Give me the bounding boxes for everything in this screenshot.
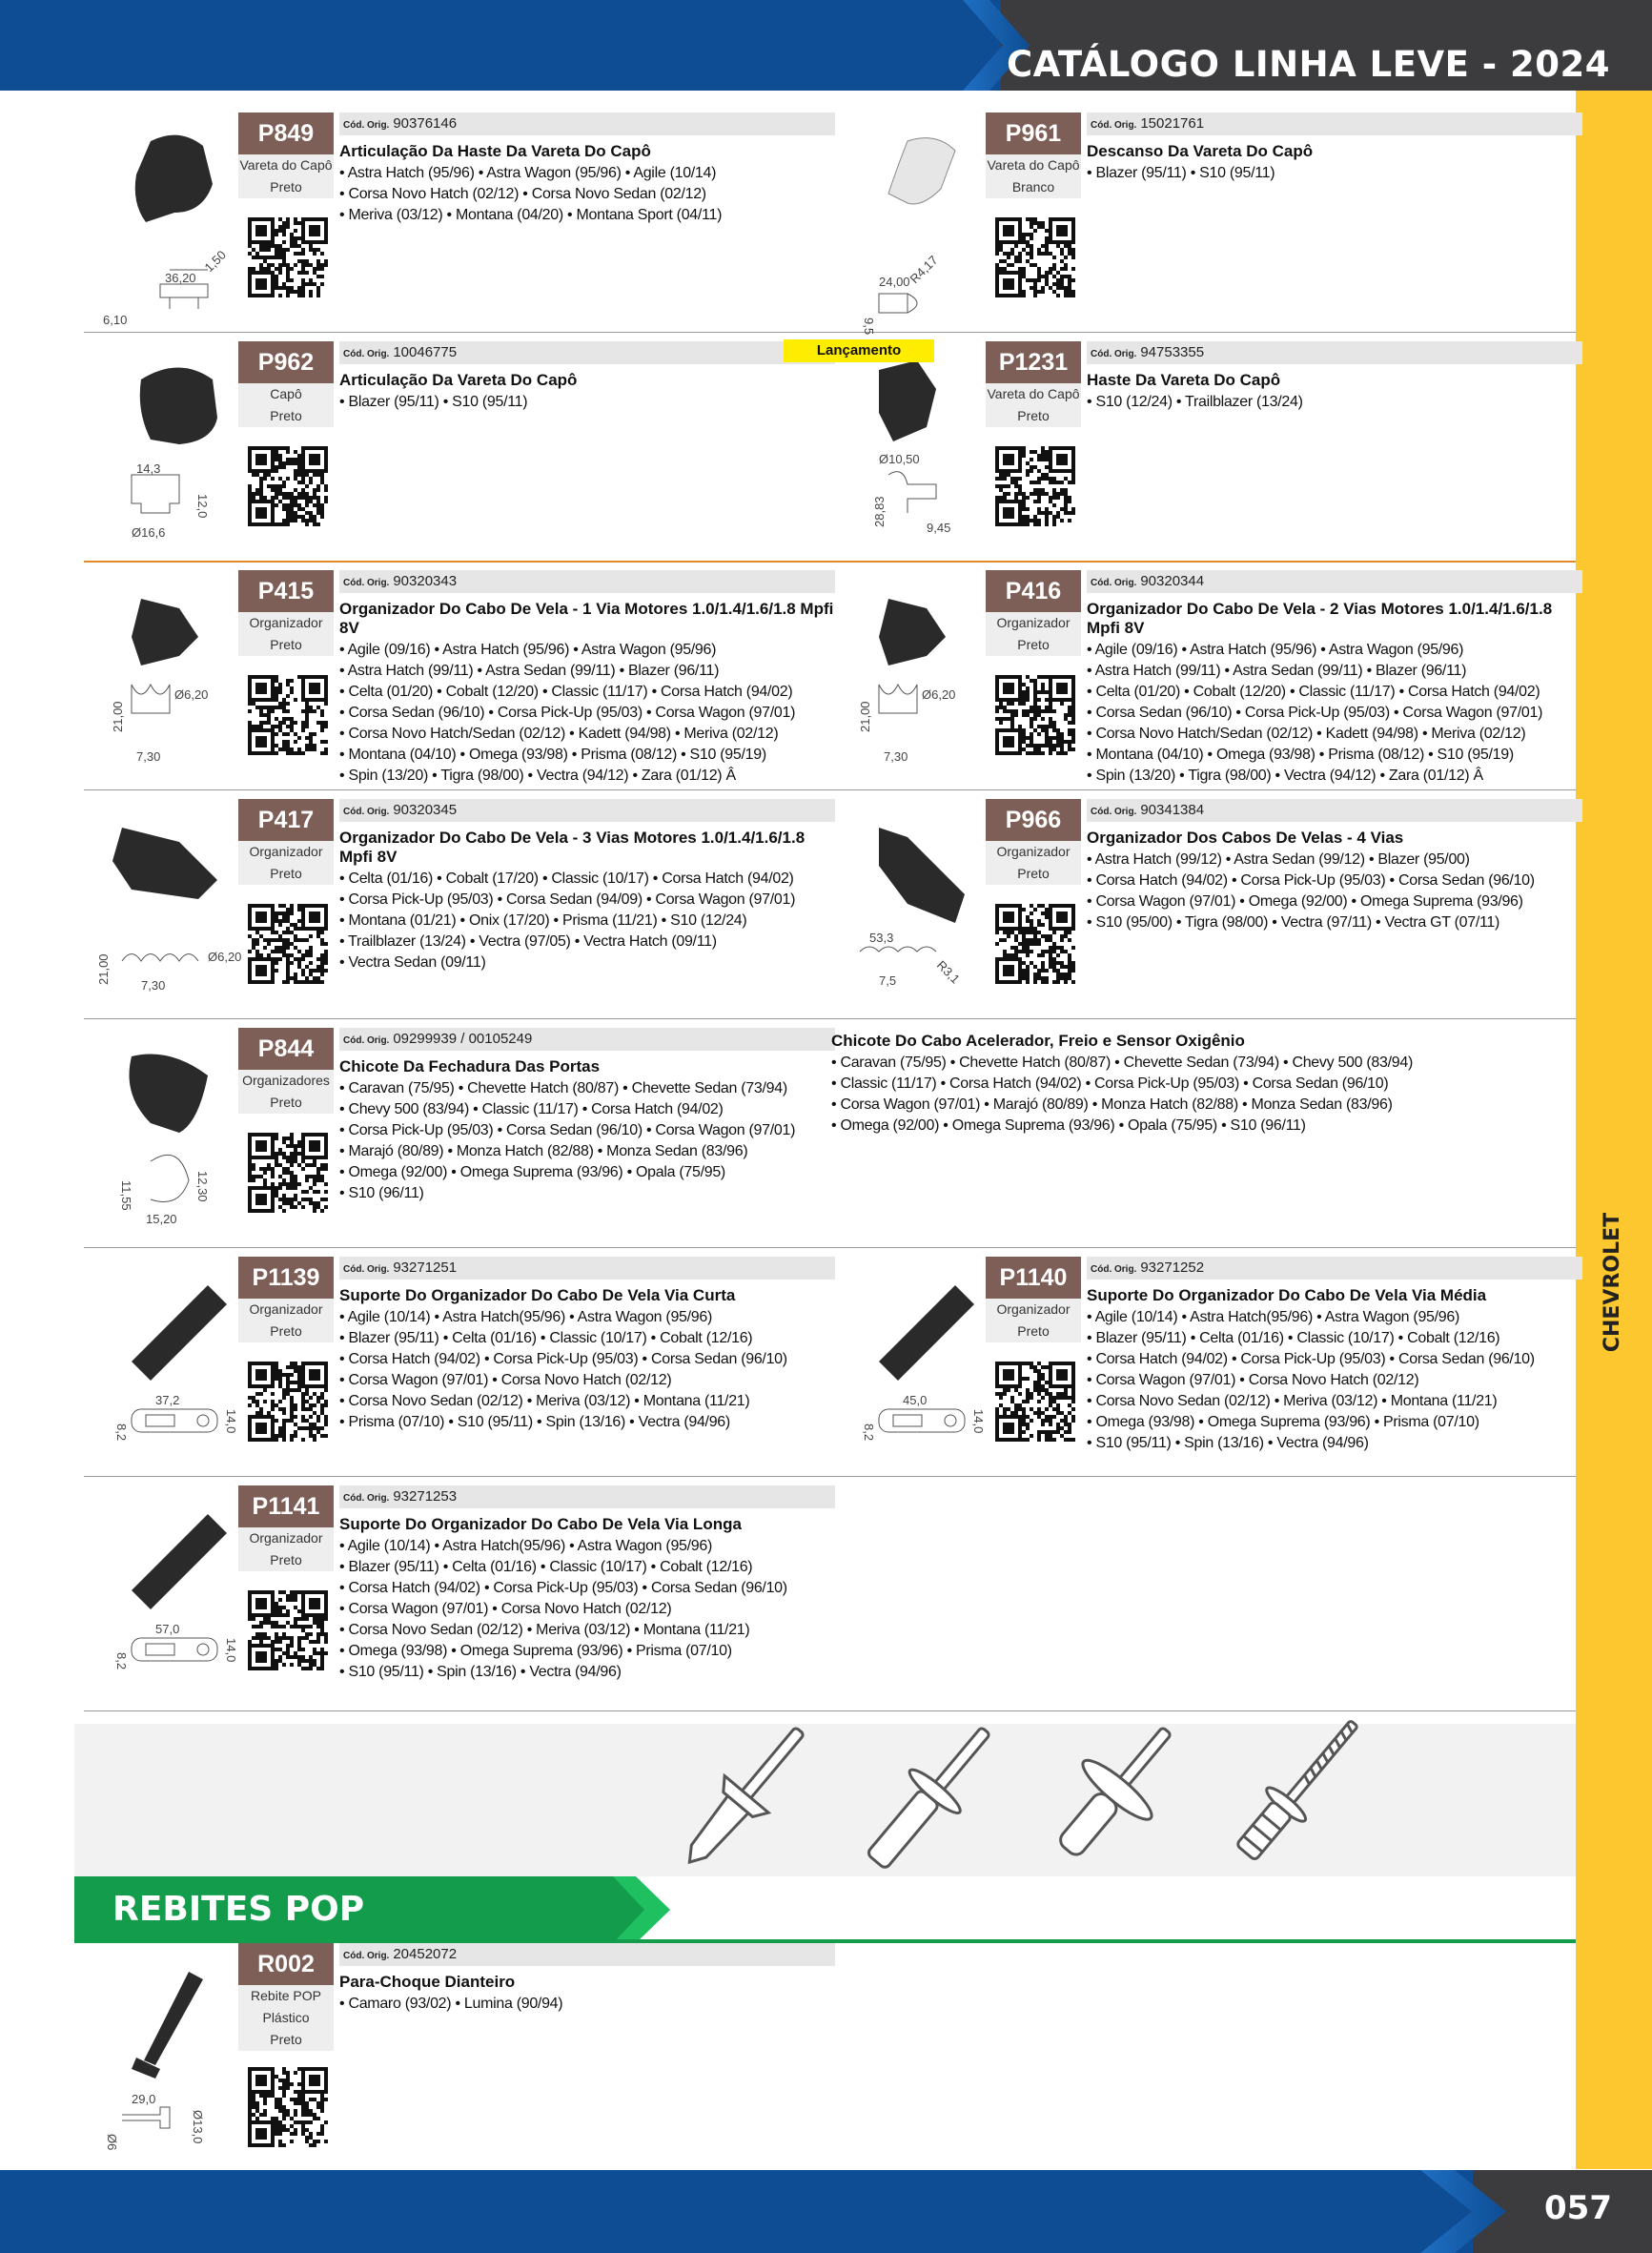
application-line: • Blazer (95/11) • Celta (01/16) • Classic (10/17) • Cobalt (12/16) xyxy=(339,1559,753,1575)
qr-code-icon[interactable] xyxy=(995,904,1075,984)
product-title: Suporte Do Organizador Do Cabo De Vela Via Média xyxy=(1087,1286,1487,1304)
dimension-label: 14,3 xyxy=(136,461,161,476)
application-line: • Corsa Sedan (96/10) • Corsa Pick-Up (95/03) • Corsa Wagon (97/01) xyxy=(1087,705,1543,721)
product-title: Organizador Do Cabo De Vela - 2 Vias Motores 1.0/1.4/1.6/1.8 Mpfi 8V xyxy=(1087,600,1553,637)
header-bar xyxy=(0,0,1652,91)
dimension-label: Ø6,20 xyxy=(208,950,242,964)
original-code-bar xyxy=(1087,341,1582,364)
original-code-bar xyxy=(339,1485,835,1508)
product-card[interactable] xyxy=(84,1485,835,1705)
application-line: • Spin (13/20) • Tigra (98/00) • Vectra (94/12) • Zara (01/12) Â xyxy=(339,768,736,784)
application-line: • Montana (01/21) • Onix (17/20) • Prisma (11/21) • S10 (12/24) xyxy=(339,912,747,929)
dimension-label: 9,45 xyxy=(927,521,951,535)
application-line: • Corsa Novo Hatch (02/12) • Corsa Novo Sedan (02/12) xyxy=(339,186,706,202)
dimension-label: 7,30 xyxy=(141,978,166,993)
dimension-label: Ø6,20 xyxy=(922,687,956,702)
product-title: Organizador Do Cabo De Vela - 1 Via Motores 1.0/1.4/1.6/1.8 Mpfi 8V xyxy=(339,600,834,637)
product-category: Organizador xyxy=(249,615,323,630)
product-applications xyxy=(339,869,835,973)
product-category: Organizador xyxy=(996,1301,1071,1317)
dimension-label: 24,00 xyxy=(879,275,910,289)
orig-label: Cód. Orig. xyxy=(343,120,390,131)
dimension-label: 7,5 xyxy=(879,973,897,988)
product-title: Descanso Da Vareta Do Capô xyxy=(1087,142,1314,160)
application-line: • S10 (95/00) • Tigra (98/00) • Vectra (97/11) • Vectra GT (07/11) xyxy=(1087,914,1500,931)
application-line: • Omega (92/00) • Omega Suprema (93/96) • Opala (75/95) • S10 (96/11) xyxy=(831,1117,1306,1134)
product-color: Preto xyxy=(1017,1323,1050,1339)
application-line: • Corsa Wagon (97/01) • Omega (92/00) • Omega Suprema (93/96) xyxy=(1087,893,1523,910)
product-card[interactable] xyxy=(831,113,1582,336)
original-code-bar xyxy=(339,570,835,593)
dimension-label: 12,0 xyxy=(195,494,210,519)
original-code-bar xyxy=(339,1028,835,1051)
product-color: Preto xyxy=(270,1323,302,1339)
dimension-label: 45,0 xyxy=(903,1393,928,1407)
product-applications xyxy=(339,1307,835,1433)
product-badge xyxy=(238,1485,334,1571)
product-color: Preto xyxy=(270,1095,302,1110)
application-line: • Chevy 500 (83/94) • Classic (11/17) • Corsa Hatch (94/02) xyxy=(339,1101,724,1117)
application-line: • Classic (11/17) • Corsa Hatch (94/02) • Corsa Pick-Up (95/03) • Corsa Sedan (96/10) xyxy=(831,1075,1389,1092)
orig-label: Cód. Orig. xyxy=(343,349,390,359)
chicote-block xyxy=(831,1028,1575,1247)
product-color: Preto xyxy=(270,179,302,195)
application-line: • Camaro (93/02) • Lumina (90/94) xyxy=(339,1996,563,2012)
orig-label: Cód. Orig. xyxy=(343,1035,390,1046)
dimension-label: 6,10 xyxy=(103,313,128,327)
qr-code-icon[interactable] xyxy=(995,217,1075,297)
product-category: Organizador xyxy=(996,615,1071,630)
application-line: • Corsa Hatch (94/02) • Corsa Pick-Up (95/03) • Corsa Sedan (96/10) xyxy=(339,1351,787,1367)
product-badge xyxy=(986,341,1081,427)
dimension-label: 21,00 xyxy=(858,701,872,732)
application-line: • Omega (92/00) • Omega Suprema (93/96) • Opala (75/95) xyxy=(339,1164,725,1180)
product-applications xyxy=(339,392,835,413)
qr-code-icon[interactable] xyxy=(248,2067,328,2147)
application-line: • Corsa Novo Sedan (02/12) • Meriva (03/12) • Montana (11/21) xyxy=(339,1622,750,1638)
orig-label: Cód. Orig. xyxy=(343,1493,390,1504)
dimension-label: 7,30 xyxy=(136,749,161,764)
row-divider xyxy=(84,332,1576,333)
application-line: • Blazer (95/11) • S10 (95/11) xyxy=(1087,165,1275,181)
dimension-label: 14,0 xyxy=(971,1409,986,1434)
original-code-bar xyxy=(339,341,835,364)
row-divider xyxy=(84,1018,1576,1019)
original-code: 90320343 xyxy=(393,573,458,589)
application-line: • Agile (09/16) • Astra Hatch (95/96) • Astra Wagon (95/96) xyxy=(1087,642,1464,658)
application-line: • Meriva (03/12) • Montana (04/20) • Montana Sport (04/11) xyxy=(339,207,723,223)
application-line: • Astra Hatch (99/12) • Astra Sedan (99/12) • Blazer (95/00) xyxy=(1087,851,1470,868)
product-badge xyxy=(986,1257,1081,1342)
application-line: • Corsa Pick-Up (95/03) • Corsa Sedan (96/10) • Corsa Wagon (97/01) xyxy=(339,1122,796,1138)
application-line: • Corsa Sedan (96/10) • Corsa Pick-Up (95/03) • Corsa Wagon (97/01) xyxy=(339,705,796,721)
dimension-label: 15,20 xyxy=(146,1212,177,1226)
product-card[interactable] xyxy=(84,1943,835,2162)
orig-label: Cód. Orig. xyxy=(343,578,390,588)
original-code-bar xyxy=(339,1943,835,1966)
dimension-label: Ø13,0 xyxy=(191,2110,205,2144)
application-line: • Spin (13/20) • Tigra (98/00) • Vectra (94/12) • Zara (01/12) Â xyxy=(1087,768,1483,784)
original-code: 93271252 xyxy=(1140,1260,1205,1276)
orig-label: Cód. Orig. xyxy=(1091,349,1137,359)
application-line: • Blazer (95/11) • Celta (01/16) • Classic (10/17) • Cobalt (12/16) xyxy=(1087,1330,1500,1346)
rivet-illustration-band xyxy=(74,1724,1576,1876)
product-subcategory: Plástico xyxy=(262,2010,310,2025)
original-code: 09299939 / 00105249 xyxy=(393,1031,533,1047)
product-color: Preto xyxy=(1017,637,1050,652)
product-code: P1231 xyxy=(986,341,1081,383)
application-line: • S10 (95/11) • Spin (13/16) • Vectra (94/96) xyxy=(1087,1435,1369,1451)
rivets-illustration xyxy=(74,1724,1576,1876)
product-applications xyxy=(1087,850,1582,933)
product-card[interactable] xyxy=(831,1257,1582,1476)
dimension-label: 14,0 xyxy=(224,1638,238,1663)
dimension-label: 53,3 xyxy=(869,931,894,945)
product-code: P966 xyxy=(986,799,1081,841)
application-line: • Omega (93/98) • Omega Suprema (93/96) • Prisma (07/10) xyxy=(1087,1414,1479,1430)
dimension-label: R4,17 xyxy=(907,252,941,287)
application-line: • Marajó (80/89) • Monza Hatch (82/88) • Monza Sedan (83/96) xyxy=(339,1143,748,1159)
original-code: 90320344 xyxy=(1140,573,1205,589)
dimension-label: 8,2 xyxy=(114,1652,129,1670)
product-title: Suporte Do Organizador Do Cabo De Vela Via Curta xyxy=(339,1286,736,1304)
dimension-label: 36,20 xyxy=(165,271,196,285)
product-title: Articulação Da Vareta Do Capô xyxy=(339,371,578,389)
dimension-label: 11,55 xyxy=(119,1180,133,1211)
original-code: 93271253 xyxy=(393,1488,458,1505)
dimension-label: Ø10,50 xyxy=(879,452,920,466)
orig-label: Cód. Orig. xyxy=(1091,1264,1137,1275)
application-line: • Corsa Wagon (97/01) • Corsa Novo Hatch (02/12) xyxy=(339,1601,672,1617)
product-card[interactable] xyxy=(84,341,835,561)
original-code: 94753355 xyxy=(1140,344,1205,360)
qr-code-icon[interactable] xyxy=(248,1362,328,1442)
product-badge xyxy=(986,799,1081,885)
product-badge xyxy=(238,113,334,198)
dimension-label: 37,2 xyxy=(155,1393,180,1407)
product-code: R002 xyxy=(238,1943,334,1985)
product-code: P417 xyxy=(238,799,334,841)
orig-label: Cód. Orig. xyxy=(1091,578,1137,588)
qr-code-icon[interactable] xyxy=(995,446,1075,526)
dimension-label: 29,0 xyxy=(132,2092,156,2106)
application-line: • Blazer (95/11) • Celta (01/16) • Classic (10/17) • Cobalt (12/16) xyxy=(339,1330,753,1346)
product-applications xyxy=(339,640,835,787)
product-category: Vareta do Capô xyxy=(239,157,333,173)
product-badge xyxy=(238,341,334,427)
dimension-label: 8,2 xyxy=(114,1423,129,1442)
row-divider xyxy=(84,789,1576,790)
application-line: • Celta (01/20) • Cobalt (12/20) • Classic (11/17) • Corsa Hatch (94/02) xyxy=(1087,684,1540,700)
product-applications xyxy=(339,163,835,226)
product-category: Rebite POP xyxy=(251,1988,321,2003)
application-line: • Astra Hatch (95/96) • Astra Wagon (95/96) • Agile (10/14) xyxy=(339,165,717,181)
product-color: Preto xyxy=(270,1552,302,1567)
orig-label: Cód. Orig. xyxy=(343,1264,390,1275)
application-line: • Corsa Novo Sedan (02/12) • Meriva (03/12) • Montana (11/21) xyxy=(1087,1393,1498,1409)
product-card[interactable] xyxy=(84,1257,835,1476)
qr-code-icon[interactable] xyxy=(995,1362,1075,1442)
original-code-bar xyxy=(1087,799,1582,822)
orig-label: Cód. Orig. xyxy=(343,1951,390,1961)
product-code: P961 xyxy=(986,113,1081,154)
application-line: • S10 (96/11) xyxy=(339,1185,424,1201)
product-applications xyxy=(339,1078,835,1204)
product-card[interactable] xyxy=(84,1028,835,1247)
dimension-label: 7,30 xyxy=(884,749,908,764)
product-category: Organizador xyxy=(249,844,323,859)
product-applications xyxy=(339,1994,835,2015)
product-category: Organizador xyxy=(249,1530,323,1546)
product-title: Haste Da Vareta Do Capô xyxy=(1087,371,1281,389)
product-code: P1139 xyxy=(238,1257,334,1299)
product-applications xyxy=(1087,1307,1582,1454)
product-card[interactable] xyxy=(84,799,835,1018)
product-applications xyxy=(831,1053,1575,1137)
qr-code-icon[interactable] xyxy=(248,904,328,984)
product-category: Vareta do Capô xyxy=(987,157,1080,173)
product-title: Organizador Do Cabo De Vela - 3 Vias Motores 1.0/1.4/1.6/1.8 Mpfi 8V xyxy=(339,829,806,866)
product-category: Capô xyxy=(270,386,302,401)
product-category: Organizadores xyxy=(242,1073,330,1088)
application-line: • Omega (93/98) • Omega Suprema (93/96) • Prisma (07/10) xyxy=(339,1643,732,1659)
original-code: 90376146 xyxy=(393,115,458,132)
original-code: 90341384 xyxy=(1140,802,1205,818)
application-line: • Celta (01/16) • Cobalt (17/20) • Classic (10/17) • Corsa Hatch (94/02) xyxy=(339,870,794,887)
brand-label: CHEVROLET xyxy=(1601,1212,1624,1353)
product-code: P416 xyxy=(986,570,1081,612)
application-line: • Vectra Sedan (09/11) xyxy=(339,954,486,971)
application-line: • Corsa Hatch (94/02) • Corsa Pick-Up (95/03) • Corsa Sedan (96/10) xyxy=(1087,1351,1535,1367)
product-badge xyxy=(238,799,334,885)
section-banner-rebites xyxy=(74,1876,670,1943)
product-applications xyxy=(1087,640,1582,787)
product-title: Suporte Do Organizador Do Cabo De Vela Via Longa xyxy=(339,1515,742,1533)
product-badge xyxy=(986,113,1081,198)
product-code: P415 xyxy=(238,570,334,612)
application-line: • S10 (95/11) • Spin (13/16) • Vectra (94/96) xyxy=(339,1664,622,1680)
application-line: • Celta (01/20) • Cobalt (12/20) • Classic (11/17) • Corsa Hatch (94/02) xyxy=(339,684,793,700)
page-number: 057 xyxy=(1544,2189,1612,2227)
application-line: • Agile (10/14) • Astra Hatch(95/96) • Astra Wagon (95/96) xyxy=(339,1538,713,1554)
product-badge xyxy=(238,570,334,656)
product-color: Preto xyxy=(270,637,302,652)
product-applications xyxy=(1087,163,1582,184)
product-code: P844 xyxy=(238,1028,334,1070)
original-code: 90320345 xyxy=(393,802,458,818)
launch-badge: Lançamento xyxy=(784,339,934,362)
product-card[interactable] xyxy=(816,341,1582,561)
application-line: • Corsa Pick-Up (95/03) • Corsa Sedan (94/09) • Corsa Wagon (97/01) xyxy=(339,891,796,908)
footer-bar xyxy=(0,2170,1652,2253)
product-applications xyxy=(339,1536,835,1683)
product-badge xyxy=(986,570,1081,656)
dimension-label: 14,0 xyxy=(224,1409,238,1434)
product-code: P849 xyxy=(238,113,334,154)
product-card[interactable] xyxy=(84,113,835,332)
application-line: • Montana (04/10) • Omega (93/98) • Prisma (08/12) • S10 (95/19) xyxy=(339,747,766,763)
product-badge xyxy=(238,1257,334,1342)
qr-code-icon[interactable] xyxy=(248,1133,328,1213)
product-color: Preto xyxy=(270,866,302,881)
application-line: • Montana (04/10) • Omega (93/98) • Prisma (08/12) • S10 (95/19) xyxy=(1087,747,1514,763)
product-title: Chicote Do Cabo Acelerador, Freio e Sensor Oxigênio xyxy=(831,1032,1245,1050)
product-card[interactable] xyxy=(831,799,1582,1018)
application-line: • Corsa Novo Sedan (02/12) • Meriva (03/12) • Montana (11/21) xyxy=(339,1393,750,1409)
qr-code-icon[interactable] xyxy=(248,1590,328,1670)
original-code-bar xyxy=(339,1257,835,1280)
product-category: Vareta do Capô xyxy=(987,386,1080,401)
application-line: • Corsa Novo Hatch/Sedan (02/12) • Kadett (94/98) • Meriva (02/12) xyxy=(339,726,779,742)
dimension-label: 21,00 xyxy=(111,701,125,732)
dimension-label: Ø16,6 xyxy=(132,525,166,540)
section-title: REBITES POP xyxy=(112,1890,365,1929)
product-badge xyxy=(238,1028,334,1114)
product-title: Organizador Dos Cabos De Velas - 4 Vias xyxy=(1087,829,1404,847)
application-line: • Astra Hatch (99/11) • Astra Sedan (99/11) • Blazer (96/11) xyxy=(1087,663,1467,679)
product-applications xyxy=(1087,392,1582,413)
product-code: P1140 xyxy=(986,1257,1081,1299)
row-divider xyxy=(84,1710,1576,1711)
orig-label: Cód. Orig. xyxy=(1091,120,1137,131)
dimension-label: R3,1 xyxy=(933,957,963,987)
original-code: 93271251 xyxy=(393,1260,458,1276)
application-line: • Prisma (07/10) • S10 (95/11) • Spin (13/16) • Vectra (94/96) xyxy=(339,1414,730,1430)
product-title: Para-Choque Dianteiro xyxy=(339,1973,516,1991)
application-line: • Agile (10/14) • Astra Hatch(95/96) • Astra Wagon (95/96) xyxy=(339,1309,713,1325)
product-color: Preto xyxy=(270,408,302,423)
dimension-label: 9,5 xyxy=(862,317,876,336)
product-color: Preto xyxy=(270,2032,302,2047)
product-title: Chicote Da Fechadura Das Portas xyxy=(339,1057,601,1075)
product-code: P962 xyxy=(238,341,334,383)
dimension-label: 21,00 xyxy=(96,953,111,985)
orig-label: Cód. Orig. xyxy=(343,807,390,817)
brand-sidebar xyxy=(1576,91,1652,2169)
product-color: Branco xyxy=(1011,179,1055,195)
dimension-label: Ø6,20 xyxy=(174,687,209,702)
application-line: • Corsa Hatch (94/02) • Corsa Pick-Up (95/03) • Corsa Sedan (96/10) xyxy=(1087,872,1535,889)
product-category: Organizador xyxy=(249,1301,323,1317)
application-line: • Caravan (75/95) • Chevette Hatch (80/87) • Chevette Sedan (73/94) • Chevy 500 (83/94) xyxy=(831,1055,1413,1071)
qr-code-icon[interactable] xyxy=(248,217,328,297)
application-line: • Agile (09/16) • Astra Hatch (95/96) • Astra Wagon (95/96) xyxy=(339,642,717,658)
qr-code-icon[interactable] xyxy=(248,446,328,526)
dimension-label: 12,30 xyxy=(195,1171,210,1202)
application-line: • Astra Hatch (99/11) • Astra Sedan (99/11) • Blazer (96/11) xyxy=(339,663,720,679)
original-code: 15021761 xyxy=(1140,115,1205,132)
product-card[interactable] xyxy=(84,570,835,789)
row-divider xyxy=(84,561,1576,563)
dimension-label: Ø6 xyxy=(105,2134,119,2151)
catalog-title: CATÁLOGO LINHA LEVE - 2024 xyxy=(1007,44,1610,85)
product-code: P1141 xyxy=(238,1485,334,1527)
dimension-label: 8,2 xyxy=(862,1423,876,1442)
row-divider xyxy=(84,1476,1576,1477)
application-line: • Blazer (95/11) • S10 (95/11) xyxy=(339,394,528,410)
application-line: • Corsa Novo Hatch/Sedan (02/12) • Kadett (94/98) • Meriva (02/12) xyxy=(1087,726,1526,742)
original-code-bar xyxy=(1087,570,1582,593)
application-line: • S10 (12/24) • Trailblazer (13/24) xyxy=(1087,394,1303,410)
original-code-bar xyxy=(1087,113,1582,135)
application-line: • Corsa Wagon (97/01) • Marajó (80/89) • Monza Hatch (82/88) • Monza Sedan (83/96) xyxy=(831,1096,1393,1113)
application-line: • Trailblazer (13/24) • Vectra (97/05) • Vectra Hatch (09/11) xyxy=(339,933,717,950)
original-code-bar xyxy=(339,799,835,822)
product-category: Organizador xyxy=(996,844,1071,859)
original-code: 20452072 xyxy=(393,1946,458,1962)
application-line: • Agile (10/14) • Astra Hatch(95/96) • Astra Wagon (95/96) xyxy=(1087,1309,1460,1325)
original-code-bar xyxy=(339,113,835,135)
application-line: • Corsa Wagon (97/01) • Corsa Novo Hatch (02/12) xyxy=(1087,1372,1419,1388)
product-card[interactable] xyxy=(831,570,1582,789)
row-divider xyxy=(84,1247,1576,1248)
original-code-bar xyxy=(1087,1257,1582,1280)
product-color: Preto xyxy=(1017,866,1050,881)
dimension-label: 1,50 xyxy=(201,247,230,276)
application-line: • Corsa Wagon (97/01) • Corsa Novo Hatch (02/12) xyxy=(339,1372,672,1388)
product-badge xyxy=(238,1943,334,2051)
orig-label: Cód. Orig. xyxy=(1091,807,1137,817)
product-color: Preto xyxy=(1017,408,1050,423)
product-title: Articulação Da Haste Da Vareta Do Capô xyxy=(339,142,651,160)
qr-code-icon[interactable] xyxy=(248,675,328,755)
original-code: 10046775 xyxy=(393,344,458,360)
qr-code-icon[interactable] xyxy=(995,675,1075,755)
application-line: • Caravan (75/95) • Chevette Hatch (80/87) • Chevette Sedan (73/94) xyxy=(339,1080,787,1096)
dimension-label: 57,0 xyxy=(155,1622,180,1636)
dimension-label: 28,83 xyxy=(872,496,887,527)
application-line: • Corsa Hatch (94/02) • Corsa Pick-Up (95/03) • Corsa Sedan (96/10) xyxy=(339,1580,787,1596)
